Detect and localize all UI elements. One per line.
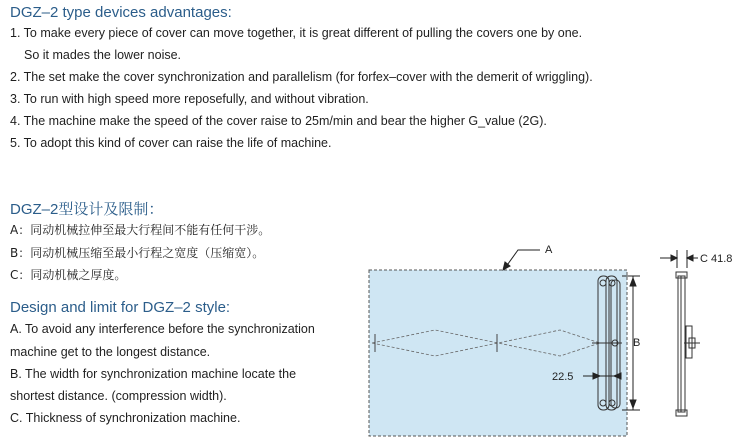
side-profile-view	[676, 272, 700, 416]
advantage-item-2: 2. The set make the cover synchronization and parallelism (for forfex–cover with the demerit of wriggling).	[10, 70, 593, 84]
label-b: B	[633, 337, 641, 349]
design-en-item-b: B. The width for synchronization machine locate the	[10, 367, 297, 381]
design-en-item-a-cont: machine get to the longest distance.	[10, 345, 211, 359]
advantage-item-1: 1. To make every piece of cover can move together, it is great different of pulling the covers one by one.	[10, 26, 583, 40]
design-en-item-c: C. Thickness of synchronization machine.	[10, 411, 241, 425]
design-en-title: Design and limit for DGZ–2 style:	[10, 299, 231, 316]
advantage-item-1-cont: So it mades the lower noise.	[24, 48, 182, 62]
advantage-item-3: 3. To run with high speed more reposefully, and without vibration.	[10, 92, 369, 106]
advantage-item-4: 4. The machine make the speed of the cover raise to 25m/min and bear the higher G_value (2G).	[10, 114, 547, 128]
design-cn-item-b: B：同动机械压缩至最小行程之宽度（压缩宽）。	[10, 246, 265, 260]
dimension-c	[660, 250, 698, 268]
label-a: A	[545, 244, 553, 256]
compression-area-box	[369, 270, 627, 436]
design-cn-title: DGZ–2型设计及限制：	[10, 201, 164, 218]
label-width: 22.5	[552, 371, 574, 383]
design-cn-item-c: C：同动机械之厚度。	[10, 268, 127, 282]
advantage-item-5: 5. To adopt this kind of cover can raise the life of machine.	[10, 136, 332, 150]
advantages-title: DGZ–2 type devices advantages:	[10, 4, 232, 21]
design-cn-item-a: A：同动机械拉伸至最大行程间不能有任何干涉。	[10, 223, 271, 237]
design-en-item-b-cont: shortest distance. (compression width).	[10, 389, 227, 403]
label-c: C 41.8	[700, 253, 733, 265]
leader-a	[503, 250, 540, 270]
design-en-item-a: A. To avoid any interference before the synchronization	[10, 322, 315, 336]
